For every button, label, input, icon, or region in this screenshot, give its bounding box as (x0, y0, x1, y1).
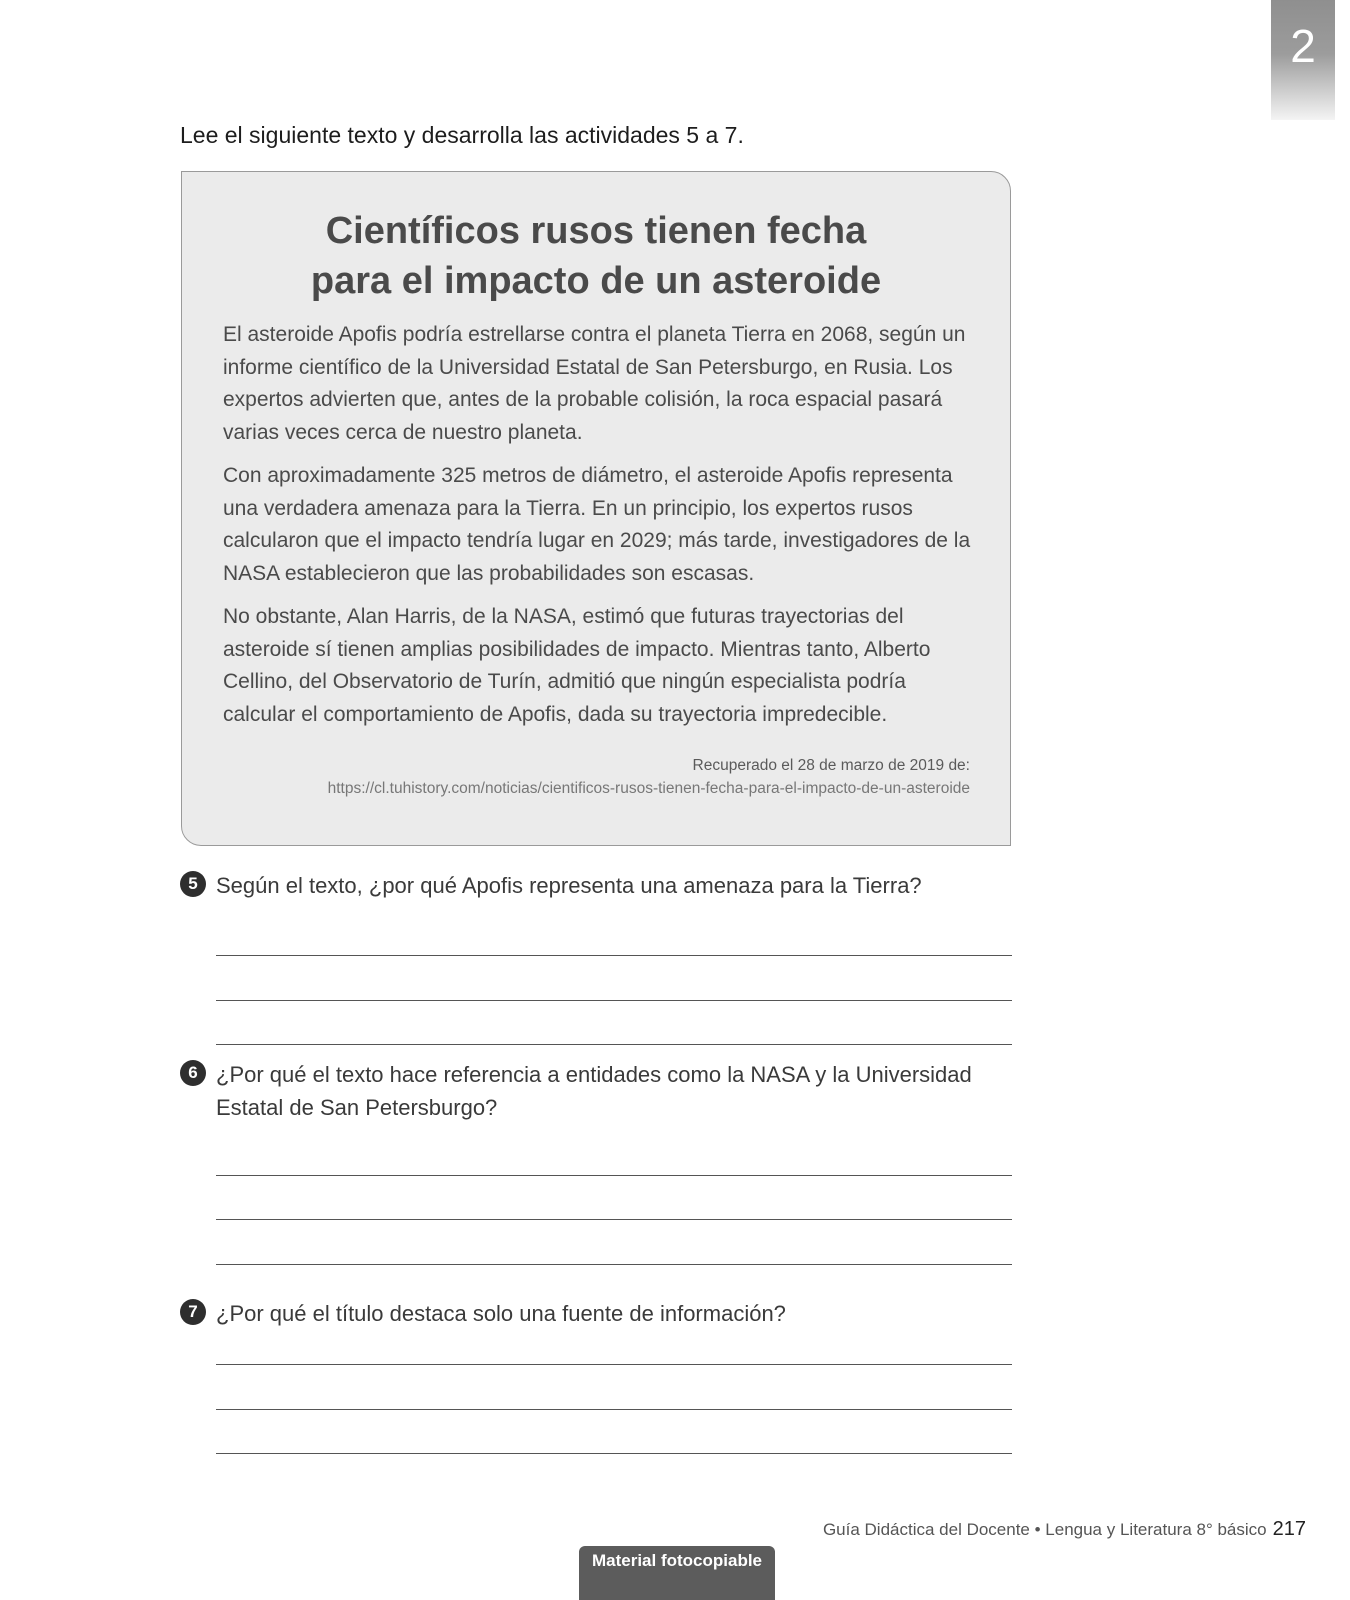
source-label: Recuperado el 28 de marzo de 2019 de: (692, 757, 970, 774)
answer-line[interactable] (216, 955, 1012, 956)
photocopy-label: Material fotocopiable (579, 1546, 775, 1600)
answer-line[interactable] (216, 1000, 1012, 1001)
article-body (223, 319, 972, 742)
page-number: 217 (1272, 1518, 1306, 1540)
answer-line[interactable] (216, 1264, 1012, 1265)
source-url: https://cl.tuhistory.com/noticias/cientificos-rusos-tienen-fecha-para-el-impacto-de-un-asteroide (327, 780, 970, 797)
article-paragraph-2: Con aproximadamente 325 metros de diámetro, el asteroide Apofis representa una verdadera amenaza para la Tierra. En un principio, los expertos rusos calcularon que el impacto tendría lugar en 2029; más tarde, investigadores de la NASA establecieron que las probabilidades son escasas. (223, 464, 971, 585)
article-title-line-2: para el impacto de un asteroide (310, 260, 882, 302)
question-text: ¿Por qué el texto hace referencia a entidades como la NASA y la Universidad Estatal de San Petersburgo? (216, 1062, 972, 1120)
question-number-badge: 5 (180, 871, 206, 897)
instruction-text: Lee el siguiente texto y desarrolla las actividades 5 a 7. (180, 122, 744, 148)
answer-line[interactable] (216, 1409, 1012, 1410)
answer-line[interactable] (216, 1044, 1012, 1045)
footer-credit (823, 1518, 1306, 1541)
article-title (182, 206, 1010, 306)
answer-line[interactable] (216, 1175, 1012, 1176)
chapter-tab: 2 (1271, 0, 1335, 120)
article-source (328, 754, 970, 800)
footer-credit-text: Guía Didáctica del Docente • Lengua y Literatura 8° básico (822, 1520, 1267, 1539)
answer-line[interactable] (216, 1219, 1012, 1220)
question-text: Según el texto, ¿por qué Apofis representa una amenaza para la Tierra? (216, 873, 922, 898)
article-paragraph-3: No obstante, Alan Harris, de la NASA, estimó que futuras trayectorias del asteroide sí tienen amplias posibilidades de impacto. Mientras tanto, Alberto Cellino, del Observatorio de Turín, admitió que ningún especialista podría calcular el comportamiento de Apofis, dada su trayectoria impredecible. (223, 605, 931, 726)
question-number-badge: 7 (180, 1299, 206, 1325)
question-number-badge: 6 (180, 1060, 206, 1086)
article-box (181, 171, 1011, 846)
article-paragraph-1: El asteroide Apofis podría estrellarse contra el planeta Tierra en 2068, según un informe científico de la Universidad Estatal de San Petersburgo, en Rusia. Los expertos advierten que, antes de la probable colisión, la roca espacial pasará varias veces cerca de nuestro planeta. (223, 323, 966, 444)
answer-line[interactable] (216, 1364, 1012, 1365)
answer-line[interactable] (216, 1453, 1012, 1454)
article-title-line-1: Científicos rusos tienen fecha (325, 210, 867, 252)
question-text: ¿Por qué el título destaca solo una fuente de información? (216, 1301, 786, 1326)
